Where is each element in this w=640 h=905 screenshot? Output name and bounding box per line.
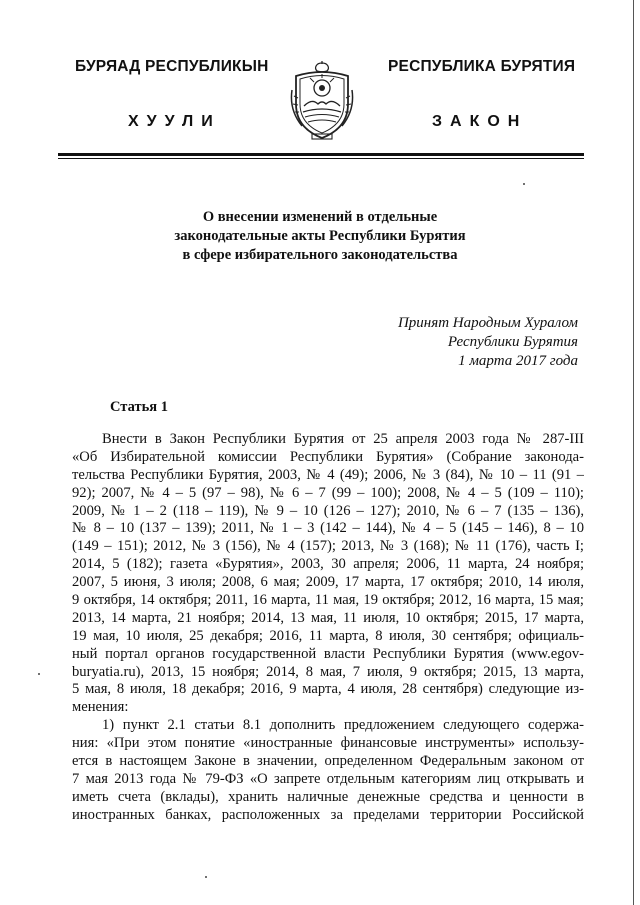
body-line: иметь счета (вклады), хранить наличные денежные средства и ценности в — [72, 788, 584, 805]
header-right-doc-type: ЗАКОН — [432, 113, 528, 130]
body-line: ется в настоящем Законе в значении, определенном Федеральным законом от — [72, 753, 584, 770]
body-line: 9 октября, 14 октября; 2011, 16 марта, 11 мая, 19 октября; 2012, 16 марта, 15 мая; — [72, 592, 584, 609]
header-left-name: БУРЯАД РЕСПУБЛИКЫН — [75, 58, 269, 75]
coat-of-arms-emblem — [290, 60, 354, 142]
body-line: № 8 – 10 (137 – 139); 2011, № 1 – 3 (142 – 144), № 4 – 5 (145 – 146), 8 – 10 — [72, 520, 584, 537]
header-right-name: РЕСПУБЛИКА БУРЯТИЯ — [388, 58, 576, 75]
law-title — [100, 208, 540, 265]
body-line: 2014, 5 (182); газета «Бурятия», 2003, 30 апреля; 2006, 11 марта, 24 ноября; — [72, 556, 584, 573]
body-line: 2009, № 1 – 2 (118 – 119), № 9 – 10 (126 – 127); 2010, № 6 – 7 (135 – 136), — [72, 502, 584, 519]
law-title-line: О внесении изменений в отдельные — [202, 209, 438, 225]
body-line: ния: «При этом понятие «иностранные финансовые инструменты» использу- — [72, 735, 584, 752]
law-title-line: законодательные акты Республики Бурятия — [174, 228, 466, 244]
body-line: (149 – 151); 2012, № 3 (156), № 4 (157); 2013, № 3 (168); № 11 (176), часть I; — [72, 538, 584, 555]
body-line: 2013, 14 марта, 21 ноября; 2014, 13 мая, 11 июля, 10 октября; 2015, 17 марта, — [72, 609, 584, 626]
body-line: 1) пункт 2.1 статьи 8.1 дополнить предложением следующего содержа- — [102, 717, 584, 734]
adoption-note-line: 1 марта 2017 года — [458, 353, 578, 369]
scan-speck — [523, 183, 525, 185]
article-body — [72, 431, 584, 825]
body-line: менения: — [72, 699, 129, 716]
scan-speck — [205, 876, 207, 878]
header-left-doc-type: ХУУЛИ — [128, 113, 221, 130]
body-line: 92); 2007, № 4 – 5 (97 – 98), № 6 – 7 (99 – 100); 2008, № 4 – 5 (109 – 110); — [72, 484, 584, 501]
body-line: 7 мая 2013 года № 79-ФЗ «О запрете отдельным категориям лиц открывать и — [72, 770, 584, 787]
body-line: 2007, 5 июня, 3 июля; 2008, 6 мая; 2009, 17 марта, 17 октября; 2010, 14 июля, — [72, 574, 584, 591]
article-heading: Статья 1 — [110, 399, 168, 415]
body-line: buryatia.ru), 2013, 15 ноября; 2014, 8 мая, 7 июля, 9 октября; 2015, 13 марта, — [72, 663, 584, 680]
scan-edge-line — [633, 0, 634, 905]
adoption-note — [398, 314, 578, 371]
body-line: тельства Республики Бурятия, 2003, № 4 (49); 2006, № 3 (84), № 10 – 11 (91 – — [72, 466, 584, 483]
adoption-note-line: Республики Бурятия — [447, 334, 578, 350]
body-line: 19 мая, 10 июля, 25 декабря; 2016, 11 марта, 8 июля, 30 сентября; официаль- — [72, 627, 584, 644]
scan-speck — [38, 673, 40, 675]
body-line: иностранных банках, расположенных за пределами территории Российской — [72, 806, 584, 823]
body-line: «Об Избирательной комиссии Республики Бурятия» (Собрание законода- — [72, 448, 584, 465]
body-line: Внести в Закон Республики Бурятия от 25 апреля 2003 года № 287-III — [102, 431, 584, 447]
law-title-line: в сфере избирательного законодательства — [182, 247, 458, 263]
header-rule-thick — [58, 153, 584, 156]
body-line: ный портал органов государственной власти Республики Бурятия (www.egov- — [72, 645, 584, 662]
header-rule-thin — [58, 158, 584, 159]
adoption-note-line: Принят Народным Хуралом — [397, 315, 578, 331]
body-line: 5 мая, 8 июля, 18 декабря; 2016, 9 марта, 4 июля, 28 сентября) следующие из- — [72, 681, 584, 698]
